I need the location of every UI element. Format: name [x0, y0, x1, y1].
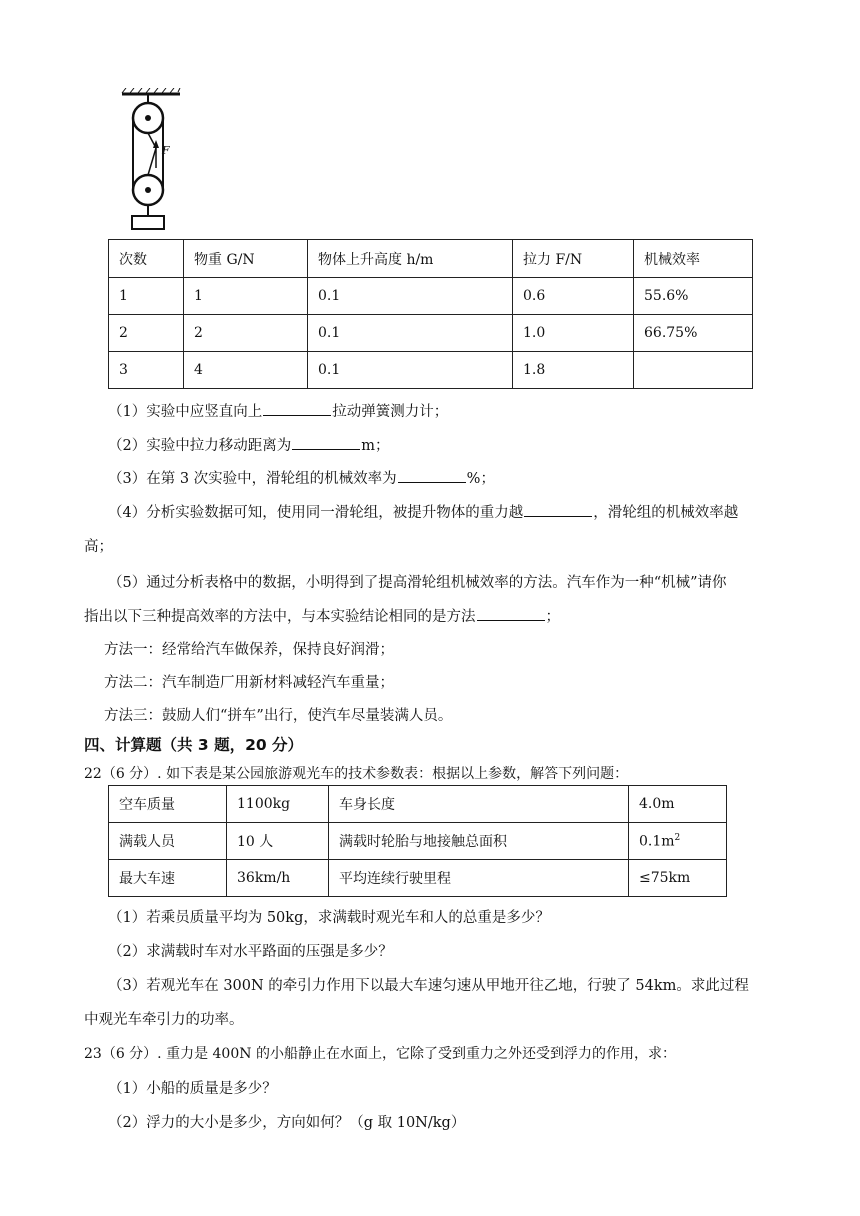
answer-blank[interactable]	[477, 606, 545, 621]
q22-part-3: （3）若观光车在 300N 的牵引力作用下以最大车速匀速从甲地开往乙地，行驶了 54km。求此过程	[108, 978, 749, 994]
question-text: 指出以下三种提高效率的方法中，与本实验结论相同的是方法	[84, 609, 476, 625]
table-cell: 1	[109, 278, 184, 315]
table-cell: 0.1	[308, 352, 513, 389]
table-cell: 4.0m	[629, 786, 727, 823]
q21-part-4-cont: 高；	[84, 539, 113, 555]
q21-part-5: （5）通过分析表格中的数据，小明得到了提高滑轮组机械效率的方法。汽车作为一种“机械”请你	[108, 575, 727, 591]
table-cell: 0.1	[308, 278, 513, 315]
answer-blank[interactable]	[524, 502, 592, 517]
table-cell	[629, 823, 727, 860]
q21-part-4	[108, 501, 738, 522]
table-cell: 1.8	[513, 352, 634, 389]
vehicle-parameter-table	[108, 785, 727, 897]
table-header-cell: 次数	[109, 240, 184, 278]
table-cell: 车身长度	[329, 786, 629, 823]
q22-part-1: （1）若乘员质量平均为 50kg，求满载时观光车和人的总重是多少？	[108, 910, 550, 926]
method-three: 方法三：鼓励人们“拼车”出行，使汽车尽量装满人员。	[104, 708, 453, 724]
table-row	[109, 823, 727, 860]
answer-blank[interactable]	[398, 468, 466, 483]
q21-part-1	[108, 400, 448, 421]
table-row	[109, 352, 753, 389]
q21-part-3	[108, 467, 495, 488]
table-cell: 满载人员	[109, 823, 227, 860]
table-cell: 空车质量	[109, 786, 227, 823]
q23-part-1: （1）小船的质量是多少？	[108, 1081, 277, 1097]
pulley-system-figure	[118, 88, 184, 232]
table-cell: 36km/h	[227, 860, 329, 897]
table-cell: 3	[109, 352, 184, 389]
table-cell: 4	[184, 352, 308, 389]
question-text: %；	[466, 471, 495, 487]
table-row	[109, 860, 727, 897]
table-cell: 1.0	[513, 315, 634, 352]
table-cell: 0.1	[308, 315, 513, 352]
table-cell: 平均连续行驶里程	[329, 860, 629, 897]
section-heading: 四、计算题（共 3 题，20 分）	[84, 736, 304, 754]
table-header-cell: 机械效率	[634, 240, 753, 278]
q23-part-2: （2）浮力的大小是多少，方向如何？（g 取 10N/kg）	[108, 1115, 466, 1131]
answer-blank[interactable]	[292, 435, 360, 450]
table-cell: 1100kg	[227, 786, 329, 823]
q22-part-3-cont: 中观光车牵引力的功率。	[84, 1012, 244, 1028]
table-header-cell: 物重 G/N	[184, 240, 308, 278]
table-cell: 66.75%	[634, 315, 753, 352]
table-cell: 最大车速	[109, 860, 227, 897]
table-header-row	[109, 240, 753, 278]
q23-stem: 23（6 分）. 重力是 400N 的小船静止在水面上，它除了受到重力之外还受到浮力的作用，求：	[84, 1046, 676, 1062]
table-row	[109, 786, 727, 823]
table-header-cell: 物体上升高度 h/m	[308, 240, 513, 278]
question-text: （4）分析实验数据可知，使用同一滑轮组，被提升物体的重力越	[108, 505, 524, 521]
table-row	[109, 278, 753, 315]
q22-part-2: （2）求满载时车对水平路面的压强是多少？	[108, 944, 393, 960]
table-cell: 满载时轮胎与地接触总面积	[329, 823, 629, 860]
answer-blank[interactable]	[263, 401, 331, 416]
question-text: 拉动弹簧测力计；	[332, 404, 449, 420]
table-header-cell: 拉力 F/N	[513, 240, 634, 278]
experiment-data-table	[108, 239, 753, 389]
question-text: ，滑轮组的机械效率越	[593, 505, 739, 521]
table-cell: 55.6%	[634, 278, 753, 315]
question-text: （2）实验中拉力移动距离为	[108, 438, 292, 454]
question-text: （3）在第 3 次实验中，滑轮组的机械效率为	[108, 471, 397, 487]
method-one: 方法一：经常给汽车做保养，保持良好润滑；	[104, 642, 394, 658]
question-text: m；	[361, 438, 390, 454]
table-cell: 10 人	[227, 823, 329, 860]
table-cell: 0.6	[513, 278, 634, 315]
table-cell: 2	[184, 315, 308, 352]
table-cell: ≤75km	[629, 860, 727, 897]
q21-part-5-cont	[84, 605, 560, 626]
question-text: （1）实验中应竖直向上	[108, 404, 263, 420]
area-exponent: 2	[674, 832, 681, 843]
area-value: 0.1m	[639, 833, 675, 850]
question-text: ；	[545, 609, 560, 625]
force-label: F	[162, 144, 170, 157]
table-cell	[634, 352, 753, 389]
table-cell: 1	[184, 278, 308, 315]
table-row	[109, 315, 753, 352]
q22-stem: 22（6 分）. 如下表是某公园旅游观光车的技术参数表：根据以上参数，解答下列问题：	[84, 766, 629, 782]
q21-part-2	[108, 434, 389, 455]
method-two: 方法二：汽车制造厂用新材料减轻汽车重量；	[104, 675, 394, 691]
table-cell: 2	[109, 315, 184, 352]
